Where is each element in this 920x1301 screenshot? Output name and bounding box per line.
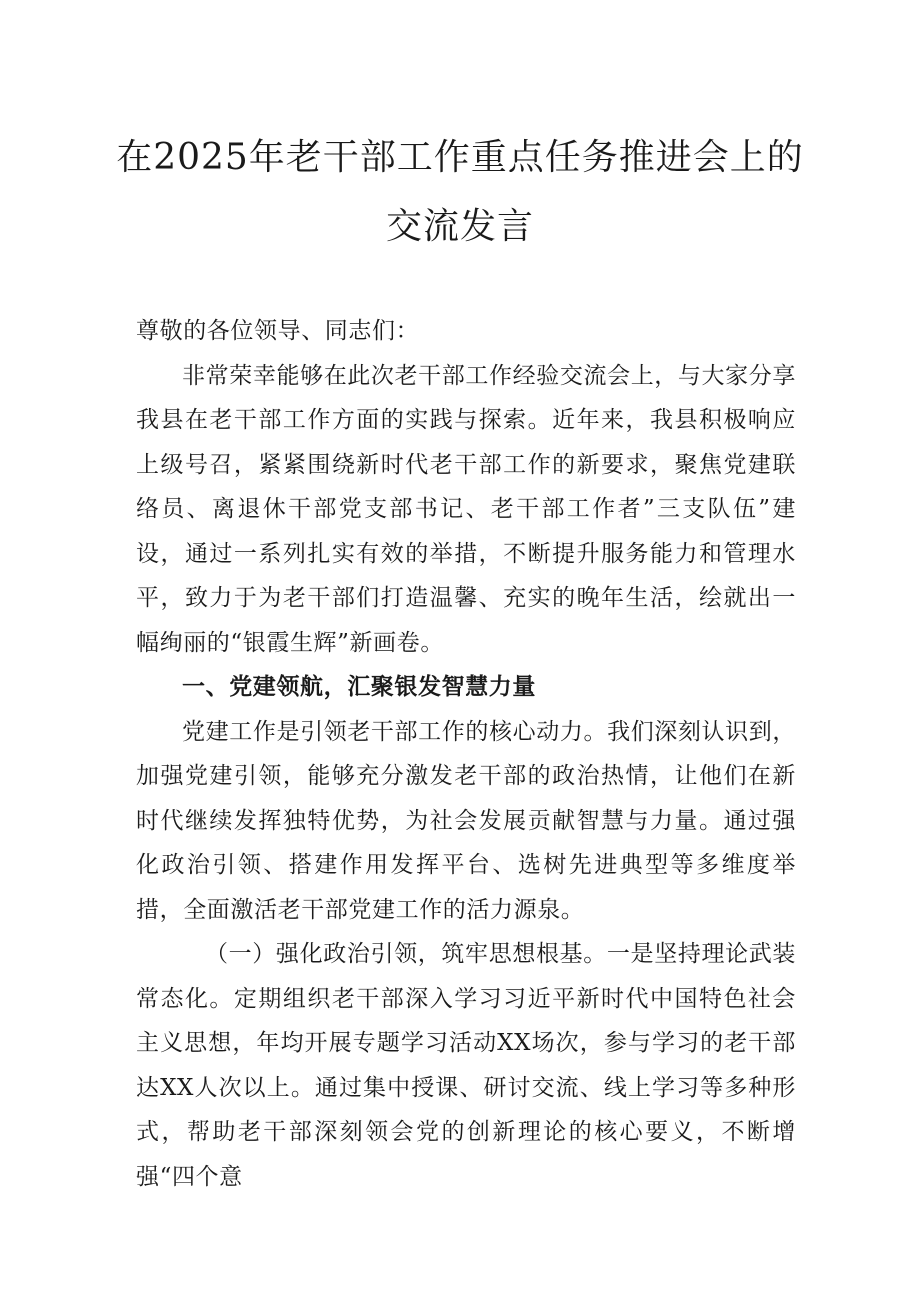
salutation: 尊敬的各位领导、同志们： xyxy=(136,318,420,344)
subsection-1-paragraph: （一）强化政治引领，筑牢思想根基。一是坚持理论武装常态化。定期组织老干部深入学习习近平新时代中国特色社会主义思想，年均开展专题学习活动XX场次，参与学习的老干部达XX人次以上。通过集中授课、研讨交流、线上学习等多种形式，帮助老干部深刻领会党的创新理论的核心要义，不断增强“四个意 xyxy=(136,941,796,1190)
intro-paragraph: 非常荣幸能够在此次老干部工作经验交流会上，与大家分享我县在老干部工作方面的实践与探索。近年来，我县积极响应上级号召，紧紧围绕新时代老干部工作的新要求，聚焦党建联络员、离退休干部党支部书记、老干部工作者”三支队伍”建设，通过一系列扎实有效的举措，不断提升服务能力和管理水平，致力于为老干部们打造温馨、充实的晚年生活，绘就出一幅绚丽的“银霞生辉”新画卷。 xyxy=(136,362,796,656)
document-body xyxy=(136,309,796,1199)
section-heading-1: 一、党建领航，汇聚银发智慧力量 xyxy=(182,674,536,700)
document-title-line-1: 在2025年老干部工作重点任务推进会上的 xyxy=(116,137,804,178)
document-title-line-2: 交流发言 xyxy=(385,206,534,247)
section-1-paragraph: 党建工作是引领老干部工作的核心动力。我们深刻认识到，加强党建引领，能够充分激发老干部的政治热情，让他们在新时代继续发挥独特优势，为社会发展贡献智慧与力量。通过强化政治引领、搭建作用发挥平台、选树先进典型等多维度举措，全面激活老干部党建工作的活力源泉。 xyxy=(136,718,796,923)
